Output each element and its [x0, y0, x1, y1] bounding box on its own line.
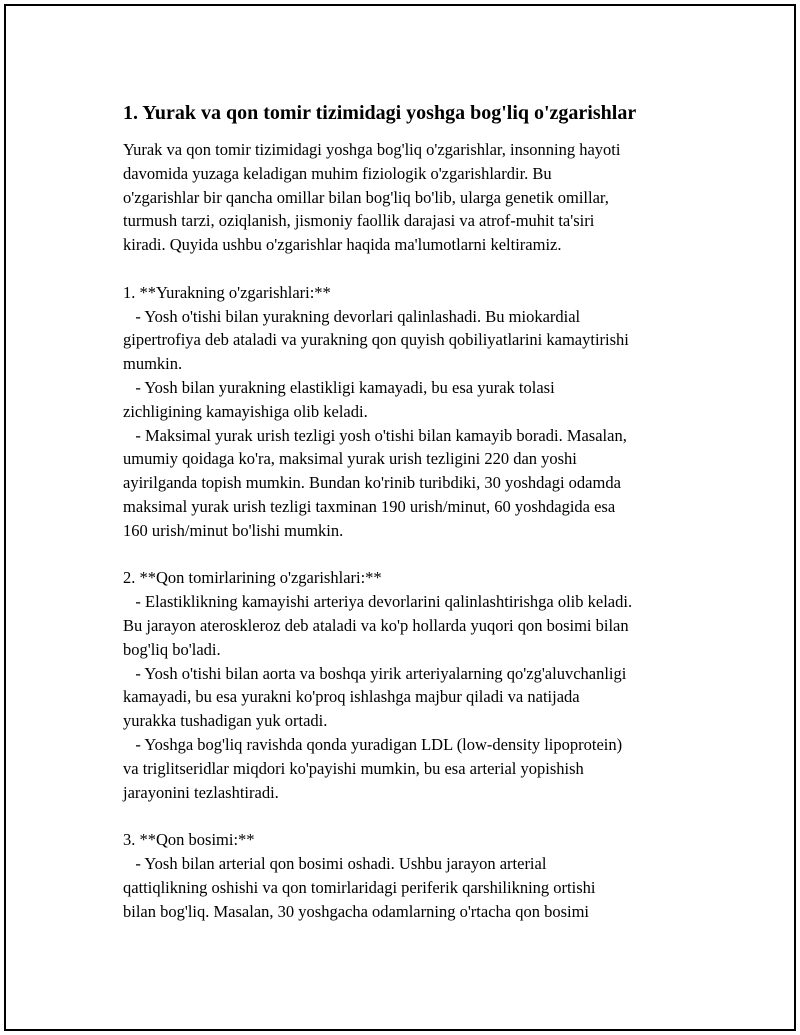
text-line: jarayonini tezlashtiradi.: [123, 782, 279, 802]
text-line: - Maksimal yurak urish tezligi yosh o'tishi bilan kamayib boradi. Masalan,: [123, 425, 627, 445]
blank-line: [123, 543, 703, 567]
text-line: 160 urish/minut bo'lishi mumkin.: [123, 520, 344, 540]
text-line: - Yoshga bog'liq ravishda qonda yuradigan LDL (low-density lipoprotein): [123, 734, 623, 754]
blank-line: [123, 257, 703, 281]
text-line: - Yosh bilan arterial qon bosimi oshadi. Ushbu jarayon arterial: [123, 853, 547, 873]
text-line: kiradi. Quyida ushbu o'zgarishlar haqida ma'lumotlarni keltiramiz.: [123, 235, 562, 255]
text-line: bilan bog'liq. Masalan, 30 yoshgacha odamlarning o'rtacha qon bosimi: [123, 901, 590, 921]
text-line: mumkin.: [123, 354, 183, 374]
text-line: kamayadi, bu esa yurakni ko'proq ishlashga majbur qiladi va natijada: [123, 687, 580, 707]
text-line: Bu jarayon ateroskleroz deb ataladi va ko'p hollarda yuqori qon bosimi bilan: [123, 615, 629, 635]
text-line: 2. **Qon tomirlarining o'zgarishlari:**: [123, 568, 382, 588]
document-body: [123, 138, 703, 923]
text-line: ayirilganda topish mumkin. Bundan ko'rinib turibdiki, 30 yoshdagi odamda: [123, 473, 621, 493]
text-line: o'zgarishlar bir qancha omillar bilan bog'liq bo'lib, ularga genetik omillar,: [123, 187, 609, 207]
blank-line: [123, 804, 703, 828]
text-line: - Yosh o'tishi bilan aorta va boshqa yirik arteriyalarning qo'zg'aluvchanligi: [123, 663, 627, 683]
text-line: 1. **Yurakning o'zgarishlari:**: [123, 282, 331, 302]
text-line: - Yosh o'tishi bilan yurakning devorlari qalinlashadi. Bu miokardial: [123, 306, 581, 326]
text-line: - Yosh bilan yurakning elastikligi kamayadi, bu esa yurak tolasi: [123, 377, 555, 397]
text-line: zichligining kamayishiga olib keladi.: [123, 401, 368, 421]
text-line: turmush tarzi, oziqlanish, jismoniy faollik darajasi va atrof-muhit ta'siri: [123, 211, 595, 231]
text-line: qattiqlikning oshishi va qon tomirlaridagi periferik qarshilikning ortishi: [123, 877, 596, 897]
text-line: bog'liq bo'ladi.: [123, 639, 221, 659]
text-line: umumiy qoidaga ko'ra, maksimal yurak urish tezligini 220 dan yoshi: [123, 449, 577, 469]
text-line: gipertrofiya deb ataladi va yurakning qon quyish qobiliyatlarini kamaytirishi: [123, 330, 629, 350]
text-line: Yurak va qon tomir tizimidagi yoshga bog'liq o'zgarishlar, insonning hayoti: [123, 140, 621, 159]
document-content: [123, 100, 703, 923]
page-frame: [4, 4, 796, 1031]
text-line: va triglitseridlar miqdori ko'payishi mumkin, bu esa arterial yopishish: [123, 758, 584, 778]
text-line: maksimal yurak urish tezligi taxminan 190 urish/minut, 60 yoshdagida esa: [123, 496, 616, 516]
text-line: yurakka tushadigan yuk ortadi.: [123, 711, 328, 731]
text-line: 3. **Qon bosimi:**: [123, 830, 255, 850]
text-line: - Elastiklikning kamayishi arteriya devorlarini qalinlashtirishga olib keladi.: [123, 592, 633, 612]
document-title: 1. Yurak va qon tomir tizimidagi yoshga bog'liq o'zgarishlar: [123, 102, 637, 124]
text-line: davomida yuzaga keladigan muhim fiziologik o'zgarishlardir. Bu: [123, 163, 552, 183]
